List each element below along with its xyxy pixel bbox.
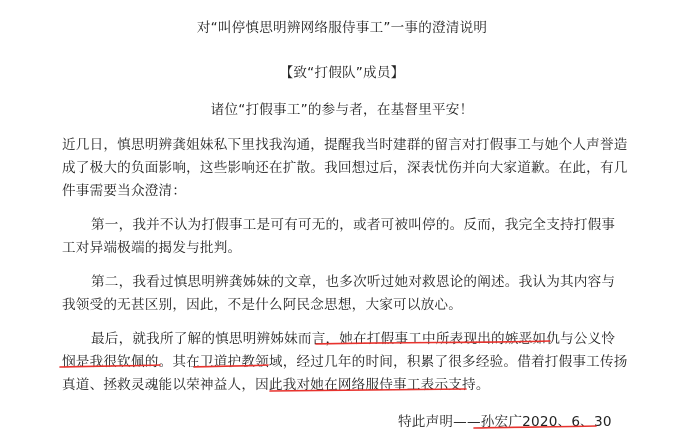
text-segment: 最后，就我所了解的慎思明辨姊妹而言， (91, 331, 340, 347)
document-title: 对“叫停慎思明辨网络服侍事工”一事的澄清说明 (196, 20, 488, 36)
text-segment: 。 (475, 377, 490, 393)
paragraph-line: 近几日，慎思明辨龚姐妹私下里找我沟通，提醒我当时建群的留言对打假事工与她个人声誉造 (62, 137, 628, 153)
highlighted-text: 她在网络服侍事工表示支持 (310, 377, 476, 393)
paragraph-line: 第一，我并不认为打假事工是可有可无的，或者可被叫停的。反而，我完全支持打假事 (91, 217, 616, 233)
paragraph-line: 我领受的无甚区别，因此，不是什么阿民念思想，大家可以放心。 (62, 297, 463, 313)
paragraph-line (62, 353, 628, 371)
paragraph-line: 第二，我看过慎思明辨龚姊妹的文章，也多次听过她对救恩论的阐述。我认为其内容与 (91, 274, 616, 290)
recipient-line: 【致“打假队”成员】 (279, 65, 405, 81)
highlighted-text: 她在打假事工中所表现出的嫉恶如仇与公义怜 (339, 331, 616, 347)
text-segment: ，经过几年的时间，积累了很多经验。借着打假事工传扬 (282, 354, 628, 370)
text-segment: 真道、拯救灵魂能以荣神益人，因此我对 (62, 377, 311, 393)
signature-prefix: 特此声明—— (398, 414, 481, 430)
paragraph-line (62, 376, 490, 394)
text-segment: 。其在 (158, 354, 200, 370)
signature-signer: 孙宏广2020、6、30 (480, 414, 612, 430)
greeting-line: 诸位“打假事工”的参与者，在基督里平安！ (210, 102, 474, 118)
paragraph-line: 工对异端极端的揭发与批判。 (62, 240, 242, 256)
highlighted-text: 卫道护教领域 (199, 354, 283, 370)
paragraph-line: 件事需要当众澄清： (62, 183, 187, 199)
paragraph-line (91, 330, 615, 348)
signature-line (398, 413, 612, 431)
paragraph-line: 成了极大的负面影响，这些影响还在扩散。我回想过后，深表忧伤并向大家道歉。在此，有几 (62, 160, 628, 176)
highlighted-text: 悯是我很钦佩的 (62, 354, 159, 370)
